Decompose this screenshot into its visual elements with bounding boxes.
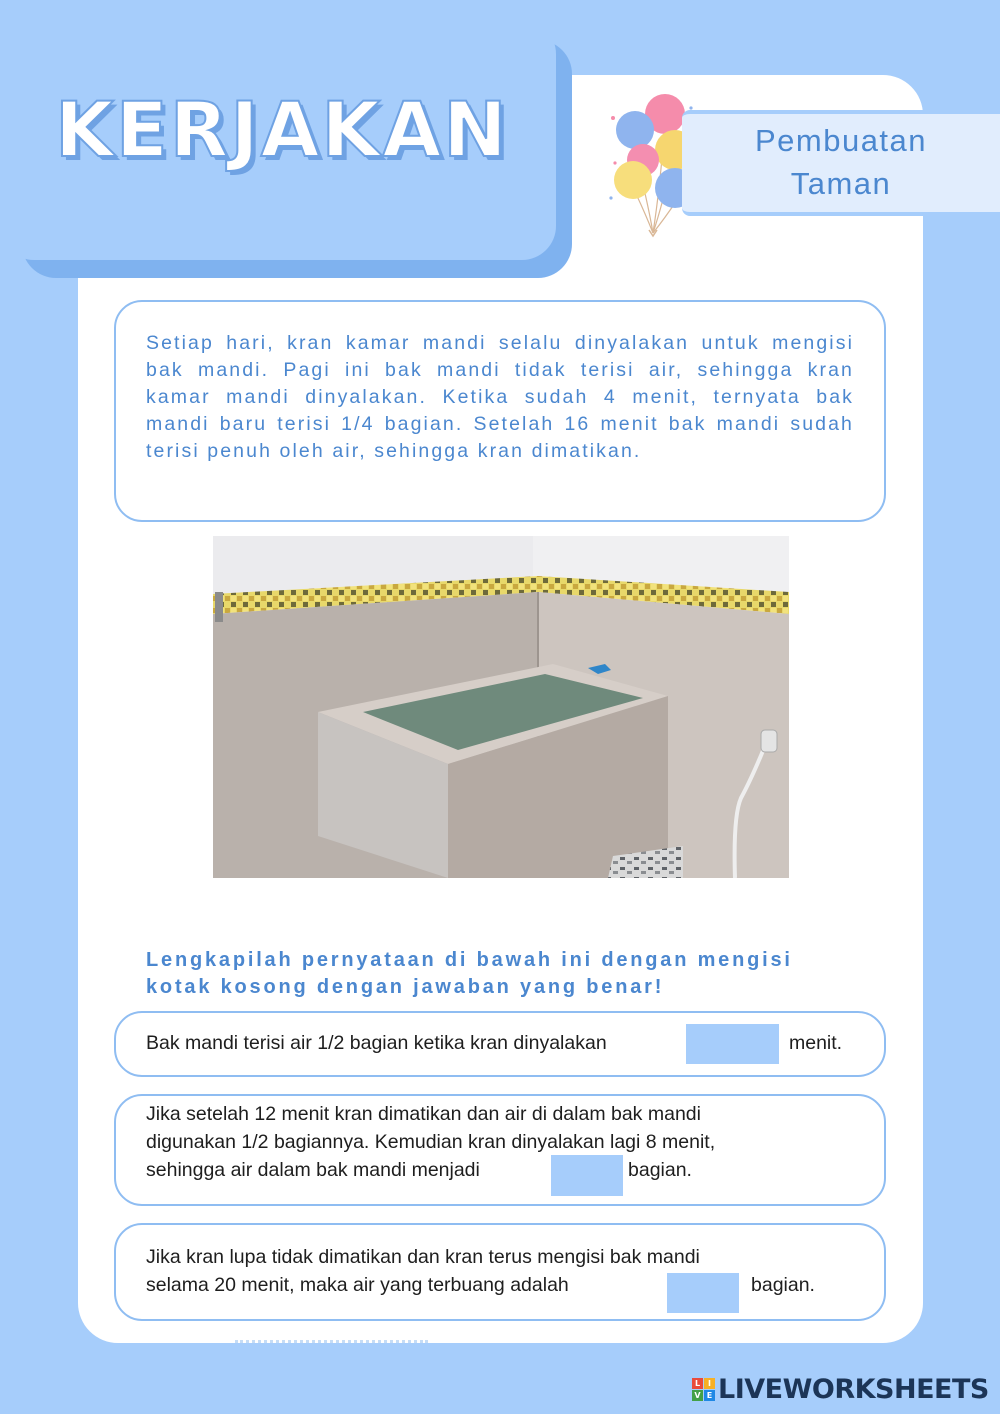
- question-1-text: Bak mandi terisi air 1/2 bagian ketika kran dinyalakan: [146, 1032, 607, 1054]
- question-2-line3: sehingga air dalam bak mandi menjadi: [146, 1159, 480, 1181]
- topic-label: [682, 110, 1000, 216]
- liveworksheets-logo-icon: [692, 1378, 715, 1401]
- topic-label-line1: Pembuatan: [754, 123, 928, 159]
- page-title: KERJAKAN: [55, 85, 509, 174]
- wall-hook: [215, 592, 223, 622]
- answer-1-input[interactable]: [686, 1024, 779, 1064]
- logo-letter-v: V: [692, 1390, 703, 1401]
- question-1-suffix: menit.: [789, 1032, 843, 1054]
- logo-letter-l: L: [692, 1378, 703, 1389]
- balloon-yellow-low: [614, 161, 652, 199]
- bathtub-photo: [213, 536, 789, 878]
- answer-2-input[interactable]: [551, 1155, 623, 1196]
- question-3-suffix: bagian.: [751, 1274, 815, 1296]
- dotted-divider: [235, 1340, 428, 1343]
- topic-label-line2: Taman: [790, 166, 892, 201]
- question-3-line2: selama 20 menit, maka air yang terbuang adalah: [146, 1274, 569, 1296]
- question-2-line2: digunakan 1/2 bagiannya. Kemudian kran dinyalakan lagi 8 menit,: [146, 1131, 716, 1153]
- liveworksheets-logo[interactable]: [692, 1373, 989, 1405]
- question-2-line1: Jika setelah 12 menit kran dimatikan dan air di dalam bak mandi: [146, 1103, 701, 1125]
- story-text: Setiap hari, kran kamar mandi selalu dinyalakan untuk mengisi bak mandi. Pagi ini bak mandi tidak terisi air, sehingga kran kamar mandi dinyalakan. Ketika sudah 4 menit, ternyata bak mandi baru terisi 1/4 bagian. Setelah 16 menit bak mandi sudah terisi penuh oleh air, sehingga kran dimatikan.: [146, 332, 854, 462]
- logo-text: LIVEWORKSHEETS: [718, 1373, 989, 1405]
- shower-head: [761, 730, 777, 752]
- question-3-line1: Jika kran lupa tidak dimatikan dan kran terus mengisi bak mandi: [146, 1246, 700, 1268]
- instruction-text: Lengkapilah pernyataan di bawah ini dengan mengisi kotak kosong dengan jawaban yang benar!: [146, 949, 793, 998]
- question-2-suffix: bagian.: [628, 1159, 692, 1181]
- answer-3-input[interactable]: [667, 1273, 739, 1313]
- logo-letter-e: E: [704, 1390, 715, 1401]
- balloon-blue-top: [616, 111, 654, 149]
- logo-letter-i: I: [704, 1378, 715, 1389]
